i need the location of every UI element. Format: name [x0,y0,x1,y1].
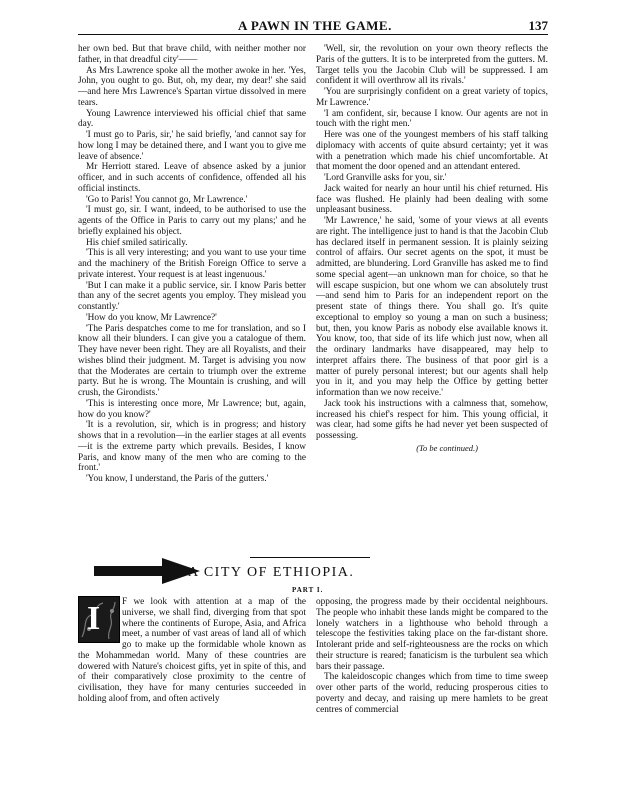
story-paragraph: 'You know, I understand, the Paris of the gutters.' [86,474,269,484]
part-label: PART I. [292,586,324,594]
story-paragraph: 'How do you know, Mr Lawrence?' [86,312,217,323]
dropcap-letter: I [87,600,101,637]
story-paragraph: 'Go to Paris! You cannot go, Mr Lawrence.' [86,194,248,205]
article-title: A CITY OF ETHIOPIA. [188,565,355,580]
article-right-column [316,597,548,731]
story-paragraph: Here was one of the youngest members of his staff talking diplomacy with accents of quite absurd certainty; yet it was with a penetration which made his chief uncomfortable. At that moment the door opened and an attendant entered. [316,130,548,173]
article-paragraph: The kaleidoscopic changes which from time to time sweep over other parts of the world, reducing prosperous cities to poverty and decay, and raising up mere hamlets to be great centres of commercial [316,672,548,715]
story-paragraph: Jack took his instructions with a calmness that, somehow, increased his chief's respect for him. This young official, it was clear, had some gifts he had never yet been suspected of possessing. [316,398,548,441]
story-paragraph: 'I must go to Paris, sir,' he said briefly, 'and cannot say for how long I may be detained there, and I want you to give me leave of absence.' [78,130,306,162]
story-paragraph: As Mrs Lawrence spoke all the mother awoke in her. 'Yes, John, you ought to go. But, oh, my dear, my dear!' she said—and here Mrs Lawrence's Spartan virtue dissolved in mere tears. [78,65,306,108]
page-number: 137 [528,18,548,33]
story-paragraph: Mr Herriott stared. Leave of absence asked by a junior officer, and in such accents of confidence, offended all his official instincts. [78,162,306,194]
story-paragraph: 'Lord Granville asks for you, sir.' [324,173,447,183]
story-paragraph: 'I must go, sir. I want, indeed, to be authorised to use the agents of the Office in Paris to carry out my plans;' and he briefly explained his object. [78,205,306,237]
running-title: A PAWN IN THE GAME. [238,18,392,33]
page-header [78,18,548,35]
story-paragraph: 'Well, sir, the revolution on your own theory reflects the Paris of the gutters. It is to be interpreted from the gutters. M. Target tells you the Jacobin Club will be suppressed. I am confident it will overthrow all its rivals.' [316,44,548,87]
story-paragraph: 'This is all very interesting; and you want to use your time and the machinery of the British Foreign Office to serve a private interest. Your request is at least ingenuous.' [78,248,306,280]
story-paragraph: her own bed. But that brave child, with neither mother nor father, in that dreadful city'—— [78,44,306,65]
pointing-arrow-icon [92,556,202,586]
story-paragraph: 'I am confident, sir, because I know. Our agents are not in touch with the right men.' [316,108,548,130]
section-divider [250,557,370,558]
story-paragraph: Young Lawrence interviewed his official chief that same day. [78,108,306,130]
article-paragraph: opposing, the progress made by their occidental neighbours. The people who inhabit these lands might be compared to the lonely watchers in a lighthouse who behold through a telescope the festivities taking place on the far-distant shore. Intolerant pride and self-righteousness are the rocks on which their structure is reared; fanaticism is the turbulent sea which bars their passage. [316,597,548,672]
story-paragraph: 'This is interesting once more, Mr Lawrence; but, again, how do you know?' [78,398,306,420]
story-paragraph: 'The Paris despatches come to me for translation, and so I know all their blunders. I can give you a catalogue of them. They have never been right. They are all Royalists, and their wishes blind their judgment. M. Target is advising you now that the Moderates are certain to triumph over the extreme party. But he is wrong. The Mountain is crushing, and will crush, the Girondists.' [78,323,306,398]
story-paragraph: 'But I can make it a public service, sir. I know Paris better than any of the secret agents you employ. They mislead you constantly.' [78,280,306,312]
story-paragraph: 'Mr Lawrence,' he said, 'some of your views at all events are right. The intelligence just to hand is that the Jacobin Club has declared itself in permanent session. It is plainly seizing control of affairs. Our secret agents on the spot, it must be admitted, are blundering. Lord Granville has asked me to find some special agent—an unknown man for choice, so that he will escape suspicion, but one whom we can absolutely trust—and send him to Paris for an independent report on the present state of things there. You shall go. It's quite exceptional to employ so young a man on such a business; but, then, you know Paris as nobody else available knows it. You know, too, that side of its life which just now, when all the ordinary landmarks have disappeared, may help to interpret affairs there. The business of that poor girl is a matter of purely personal interest; but our agents shall help you in it, and you may help the Office by getting better information than we now receive.' [316,216,548,398]
story-paragraph: Jack waited for nearly an hour until his chief returned. His face was flushed. He plainly had been dealing with some unpleasant business. [316,183,548,216]
ornamental-initial [78,596,120,643]
continued-note: (To be continued.) [416,442,478,453]
story-paragraph: His chief smiled satirically. [86,237,188,248]
story-left-column [78,44,306,539]
story-right-column [316,44,548,552]
story-paragraph: 'You are surprisingly confident on a great variety of topics, Mr Lawrence.' [316,87,548,108]
story-paragraph: 'It is a revolution, sir, which is in progress; and history shows that in a revolution—in the earlier stages at all events—it is the extreme party which prevails. Besides, I know Paris, and know many of the men who are coming to the front.' [78,420,306,474]
article-paragraph: F we look with attention at a map of the universe, we shall find, diverging from that spot where the continents of Europe, Asia, and Africa meet, a number of vast areas of land all of which go to make up the formidable whole known as the Mohammedan world. Many of these countries are dowered with Nature's choicest gifts, yet in spite of this, and of their comparatively close proximity to the centre of civilisation, they have for many centuries succeeded in holding aloof from, and often actively [78,597,306,704]
